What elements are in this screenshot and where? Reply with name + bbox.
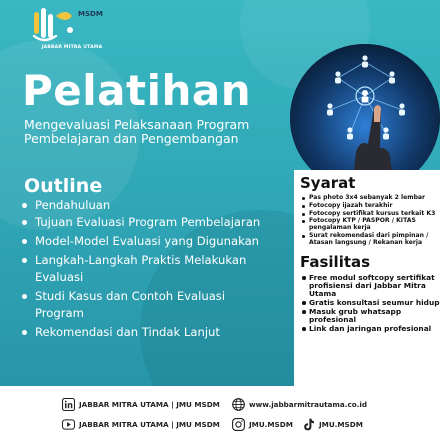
list-item: Gratis konsultasi seumur hidup [302, 299, 440, 307]
linkedin-link[interactable] [62, 398, 220, 411]
website-link[interactable] [232, 398, 367, 411]
instagram-link[interactable] [232, 418, 293, 431]
linkedin-icon [62, 398, 75, 411]
syarat-heading: Syarat [300, 174, 356, 192]
bullet-icon [302, 327, 306, 331]
logo-subtitle: JABBAR MITRA UTAMA [41, 45, 103, 50]
linkedin-label: JABBAR MITRA UTAMA | JMU MSDM [79, 400, 220, 409]
logo-brand-text: MSDM [78, 10, 103, 18]
syarat-list [302, 195, 440, 247]
bullet-icon [22, 258, 27, 263]
instagram-icon [232, 418, 245, 431]
list-item: Pendahuluan [22, 197, 272, 214]
list-item: Langkah-Langkah Praktis Melakukan Evaluasi [22, 252, 272, 286]
list-item: Model-Model Evaluasi yang Digunakan [22, 233, 272, 250]
list-item: Pas photo 3x4 sebanyak 2 lembar [302, 195, 440, 202]
tiktok-icon [302, 418, 315, 431]
bullet-icon [302, 205, 305, 208]
bullet-icon [302, 220, 305, 223]
list-item: Tujuan Evaluasi Program Pembelajaran [22, 214, 272, 231]
list-item: Free modul softcopy sertifikat profisiensi dari Jabbar Mitra Utama [302, 274, 440, 298]
bullet-icon [22, 330, 27, 335]
bullet-icon [302, 301, 306, 305]
website-label: www.jabbarmitrautama.co.id [249, 400, 367, 409]
bullet-icon [302, 276, 306, 280]
bullet-icon [22, 220, 27, 225]
page-subtitle: Mengevaluasi Pelaksanaan Program Pembelajaran dan Pengembangan [24, 117, 250, 146]
list-item: Rekomendasi dan Tindak Lanjut [22, 324, 272, 341]
bullet-icon [302, 197, 305, 200]
bullet-icon [22, 239, 27, 244]
requirements-panel [294, 170, 440, 386]
globe-icon [232, 398, 245, 411]
list-item: Studi Kasus dan Contoh Evaluasi Program [22, 288, 272, 322]
fasilitas-heading: Fasilitas [300, 252, 371, 271]
tiktok-link[interactable] [302, 418, 363, 431]
bullet-icon [302, 213, 305, 216]
outline-heading: Outline [24, 175, 103, 197]
list-item: Masuk grub whatsapp profesional [302, 308, 440, 324]
instagram-label: JMU.MSDM [249, 420, 293, 429]
logo-mark-icon [32, 6, 78, 44]
list-item: Surat rekomendasi dari pimpinan / Atasan langsung / Rekanan kerja [302, 233, 440, 247]
outline-list [22, 197, 272, 341]
youtube-label: JABBAR MITRA UTAMA | JMU MSDM [79, 420, 220, 429]
bullet-icon [22, 294, 27, 299]
youtube-icon [62, 418, 75, 431]
bullet-icon [22, 203, 27, 208]
tiktok-label: JMU.MSDM [319, 420, 363, 429]
bullet-icon [302, 310, 306, 314]
contact-footer [0, 386, 440, 440]
list-item: Fotocopy KTP / PASPOR / KITAS pengalaman kerja [302, 218, 440, 232]
page-title: Pelatihan [22, 66, 252, 115]
youtube-link[interactable] [62, 418, 220, 431]
list-item: Fotocopy sertifikat kursus terkait K3 [302, 211, 440, 218]
list-item: Link dan jaringan profesional [302, 325, 440, 333]
company-logo [22, 2, 122, 56]
bullet-icon [302, 235, 305, 238]
fasilitas-list [302, 274, 440, 333]
list-item: Fotocopy ijazah terakhir [302, 203, 440, 210]
